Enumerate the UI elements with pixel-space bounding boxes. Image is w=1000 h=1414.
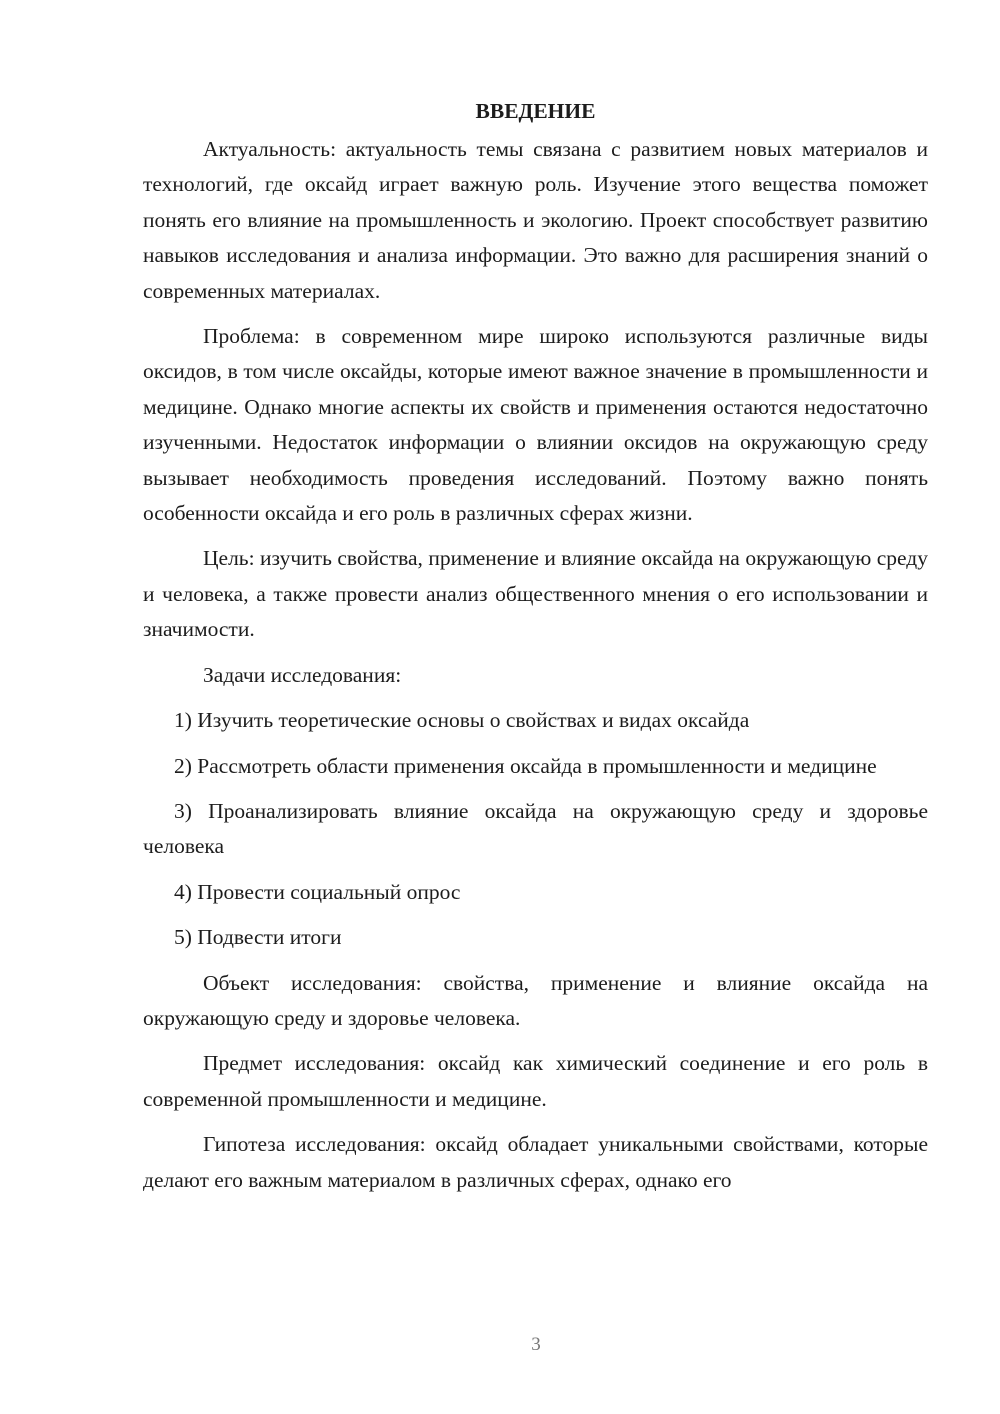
paragraph-problem: Проблема: в современном мире широко используются различные виды оксидов, в том числе оксайды, которые имеют важное значение в промышленности и медицине. Однако многие аспекты их свойств и применения остаются недостаточно изученными. Недостаток информации о влиянии оксидов на окружающую среду вызывает необходимость проведения исследований. Поэтому важно понять особенности оксайда и его роль в различных сферах жизни. — [143, 324, 928, 526]
paragraph-hypothesis: Гипотеза исследования: оксайд обладает уникальными свойствами, которые делают его важным материалом в различных сферах, однако его — [143, 1132, 928, 1192]
paragraph-subject: Предмет исследования: оксайд как химический соединение и его роль в современной промышленности и медицине. — [143, 1051, 928, 1111]
page-number: 3 — [531, 1334, 541, 1355]
paragraph-relevance: Актуальность: актуальность темы связана с развитием новых материалов и технологий, где оксайд играет важную роль. Изучение этого вещества поможет понять его влияние на промышленность и экологию. Проект способствует развитию навыков исследования и анализа информации. Это важно для расширения знаний о современных материалах. — [143, 137, 928, 303]
page-content — [143, 96, 928, 1198]
task-item-3: 3) Проанализировать влияние оксайда на окружающую среду и здоровье человека — [143, 798, 928, 859]
section-title: ВВЕДЕНИЕ — [475, 99, 596, 123]
paragraph-object: Объект исследования: свойства, применение и влияние оксайда на окружающую среду и здоровье человека. — [143, 970, 928, 1030]
paragraph-goal: Цель: изучить свойства, применение и влияние оксайда на окружающую среду и человека, а также провести анализ общественного мнения о его использовании и значимости. — [143, 546, 928, 642]
task-item-4: 4) Провести социальный опрос — [174, 879, 461, 904]
task-item-5: 5) Подвести итоги — [174, 925, 342, 950]
task-item-2: 2) Рассмотреть области применения оксайда в промышленности и медицине — [174, 753, 877, 778]
task-item-1: 1) Изучить теоретические основы о свойствах и видах оксайда — [174, 708, 750, 733]
tasks-heading: Задачи исследования: — [203, 662, 402, 687]
